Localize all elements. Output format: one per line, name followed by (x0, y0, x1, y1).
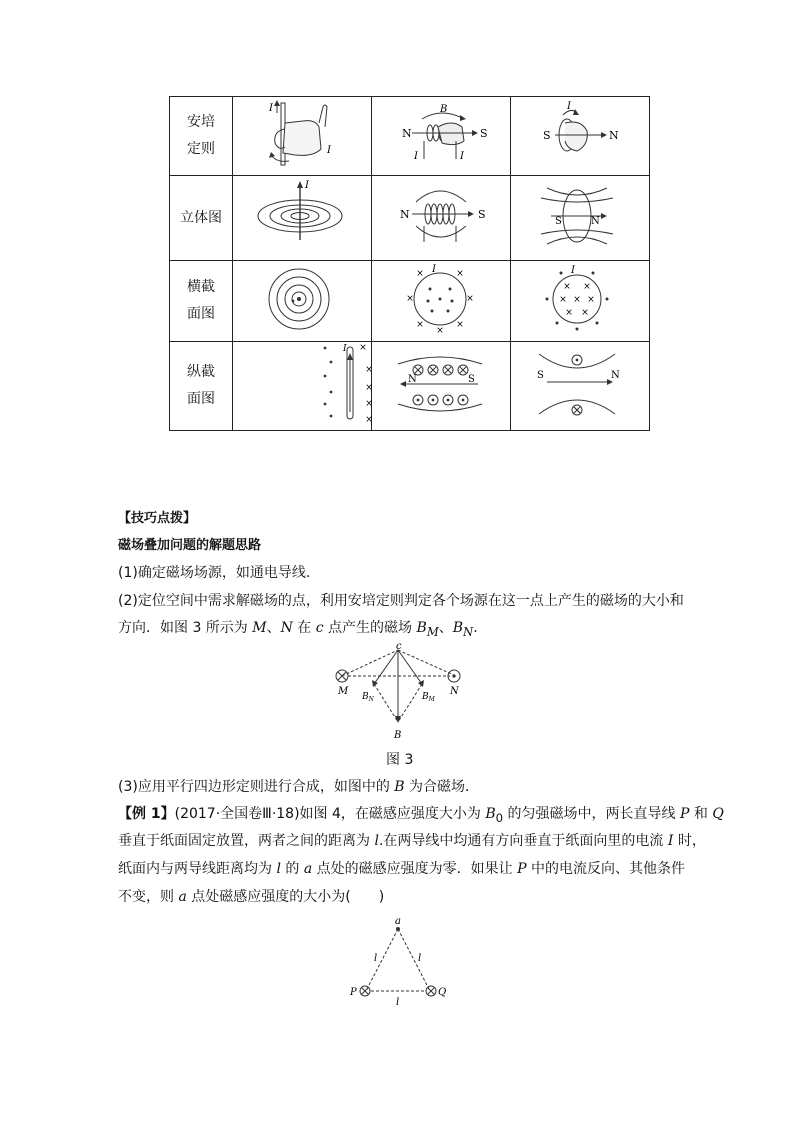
south-pole-label: S (480, 127, 488, 140)
cell-solenoid-longitudinal (372, 342, 511, 431)
straight-wire-longitudinal-section (233, 342, 371, 426)
label-l-bottom: l (396, 997, 400, 1008)
var-subscript: 0 (495, 810, 504, 825)
field-label: B (440, 104, 448, 115)
tips-heading: 【技巧点拨】 (118, 511, 197, 526)
tips-subheading: 磁场叠加问题的解题思路 (118, 538, 262, 553)
label-l-left: l (374, 953, 378, 964)
cross-mark: × (365, 383, 373, 393)
cell-loop-longitudinal (511, 342, 650, 431)
cross-mark: × (583, 282, 591, 292)
row-label-line: 安培 (187, 114, 215, 130)
tips-step-1: (1)确定磁场场源，如通电导线． (118, 565, 320, 581)
label-BM (421, 692, 436, 703)
var-P: P (679, 806, 690, 822)
var-B: B (394, 779, 405, 795)
cross-mark: × (581, 308, 589, 318)
example-line-2 (118, 831, 706, 851)
north-pole-label: N (408, 374, 417, 385)
text-span: 、 (438, 620, 453, 636)
north-pole-label: N (611, 370, 620, 381)
row-label (170, 261, 233, 342)
text-span: 中的电流反向、其他条件 (526, 861, 685, 877)
var-a: a (303, 861, 313, 877)
example-line-1 (118, 804, 724, 828)
cross-mark: × (365, 399, 373, 409)
current-label: I (414, 151, 418, 162)
text-span: 点处的磁感应强度为零．如果让 (312, 861, 518, 877)
figure-4-diagram (340, 915, 450, 1010)
label-P: P (350, 987, 357, 998)
cross-mark: × (406, 294, 414, 304)
figure-3-caption: 图 3 (386, 752, 414, 768)
text-span: (3)应用平行四边形定则进行合成，如图中的 (118, 779, 395, 795)
cross-mark: × (359, 343, 367, 353)
row-label-line: 立体图 (180, 209, 222, 226)
cell-solenoid-3d (372, 176, 511, 261)
table-row (170, 176, 650, 261)
var-c: c (315, 620, 324, 636)
var-N: N (280, 620, 293, 636)
label-BM-sub: M (428, 696, 435, 703)
cross-mark: × (456, 269, 464, 279)
example-line-4 (118, 887, 384, 907)
text-span: 方向．如图 3 所示为 (118, 620, 253, 636)
cross-mark: × (565, 308, 573, 318)
text-span: 点产生的磁场 (323, 620, 417, 636)
var-l: l (276, 861, 281, 877)
loop-longitudinal-section (511, 342, 649, 426)
cell-straight-wire-3d (233, 176, 372, 261)
label-a: a (395, 916, 401, 927)
south-pole-label: S (478, 208, 486, 221)
cell-straight-wire-longitudinal (233, 342, 372, 431)
ampere-rule-table (169, 96, 650, 431)
cross-mark: × (587, 295, 595, 305)
cross-mark: × (365, 415, 373, 425)
cross-mark: × (559, 295, 567, 305)
var-M: M (252, 620, 267, 636)
loop-right-hand-illustration (511, 97, 649, 171)
text-span: 时， (673, 833, 706, 849)
text-span: 如图 4，在磁感应强度大小为 (299, 806, 486, 822)
cross-mark: × (466, 294, 474, 304)
cross-mark: × (456, 320, 464, 330)
south-pole-label: S (555, 216, 562, 227)
row-label (170, 176, 233, 261)
table-row (170, 342, 650, 431)
current-label: I (432, 264, 436, 275)
var-a: a (178, 889, 187, 905)
cross-mark: × (416, 269, 424, 279)
north-pole-label: N (400, 208, 410, 221)
cross-mark: × (365, 365, 373, 375)
row-label-line: 纵截 (187, 364, 215, 380)
text-span: . (473, 620, 478, 636)
current-label: I (567, 101, 571, 112)
solenoid-longitudinal-section (372, 342, 510, 426)
straight-wire-right-hand-illustration (233, 97, 371, 171)
north-pole-label: N (591, 216, 600, 227)
var-I: I (667, 833, 674, 849)
var-B: B (452, 620, 464, 636)
var-P: P (517, 861, 527, 877)
row-label (170, 342, 233, 431)
var-subscript: M (426, 624, 439, 639)
text-span: 为合磁场． (404, 779, 480, 795)
tips-step-3 (118, 777, 479, 797)
label-c: c (396, 641, 402, 652)
current-label: I (327, 145, 331, 156)
text-span: 在 (292, 620, 316, 636)
south-pole-label: S (537, 370, 544, 381)
label-BM-base: B (422, 692, 429, 702)
current-label: I (571, 265, 575, 276)
example-line-3 (118, 859, 685, 879)
label-l-right: l (418, 953, 422, 964)
cross-mark: × (563, 282, 571, 292)
north-pole-label: N (609, 129, 619, 142)
solenoid-3d-field (372, 176, 510, 256)
var-l: l (374, 833, 379, 849)
label-BN (361, 692, 375, 703)
tips-step-2-line-1: (2)定位空间中需求解磁场的点，利用安培定则判定各个场源在这一点上产生的磁场的大小和 (118, 593, 684, 609)
label-N: N (450, 686, 459, 697)
south-pole-label: S (543, 129, 551, 142)
text-span: 点处磁感应强度的大小为( ) (186, 889, 385, 905)
example-source: (2017·全国卷Ⅲ·18) (174, 806, 300, 822)
label-BN-sub: N (368, 696, 374, 703)
cross-mark: × (573, 295, 581, 305)
loop-cross-section (511, 261, 649, 337)
current-label: I (460, 151, 464, 162)
text-span: 垂直于纸面固定放置，两者之间的距离为 (118, 833, 375, 849)
var-Q: Q (712, 806, 724, 822)
var-subscript: N (463, 624, 474, 639)
tips-step-2-line-2 (118, 618, 478, 642)
text-span: 不变，则 (118, 889, 179, 905)
loop-3d-field (511, 176, 649, 256)
table-row (170, 261, 650, 342)
solenoid-cross-section (372, 261, 510, 337)
straight-wire-cross-section (233, 261, 371, 337)
label-B: B (394, 730, 402, 741)
example-tag: 【例 1】 (118, 806, 175, 822)
cell-straight-wire-hand (233, 97, 372, 176)
solenoid-right-hand-illustration (372, 97, 510, 171)
var-B: B (485, 806, 496, 822)
cell-straight-wire-cross (233, 261, 372, 342)
label-BN-base: B (362, 692, 369, 702)
north-pole-label: N (402, 127, 412, 140)
row-label (170, 97, 233, 176)
row-label-line: 横截 (187, 279, 215, 295)
cell-loop-hand (511, 97, 650, 176)
cell-loop-3d (511, 176, 650, 261)
var-B: B (416, 620, 427, 636)
text-span: 纸面内与两导线距离均为 (118, 861, 277, 877)
current-label: I (305, 180, 309, 191)
cross-mark: × (436, 326, 444, 336)
row-label-line: 定则 (187, 141, 215, 157)
cell-solenoid-hand (372, 97, 511, 176)
current-label: I (269, 103, 273, 114)
text-span: 和 (689, 806, 713, 822)
cell-loop-cross (511, 261, 650, 342)
text-span: 的匀强磁场中，两长直导线 (503, 806, 680, 822)
current-label: I (343, 344, 347, 354)
row-label-line: 面图 (187, 391, 215, 407)
label-Q: Q (438, 987, 447, 998)
figure-3-diagram (330, 641, 470, 744)
straight-wire-3d-field (233, 176, 371, 256)
text-span: 的 (280, 861, 304, 877)
south-pole-label: S (468, 374, 475, 385)
table-row (170, 97, 650, 176)
text-span: .在两导线中均通有方向垂直于纸面向里的电流 (378, 833, 668, 849)
row-label-line: 面图 (187, 306, 215, 322)
cell-solenoid-cross (372, 261, 511, 342)
label-M: M (338, 686, 349, 697)
text-span: 、 (266, 620, 281, 636)
cross-mark: × (416, 320, 424, 330)
